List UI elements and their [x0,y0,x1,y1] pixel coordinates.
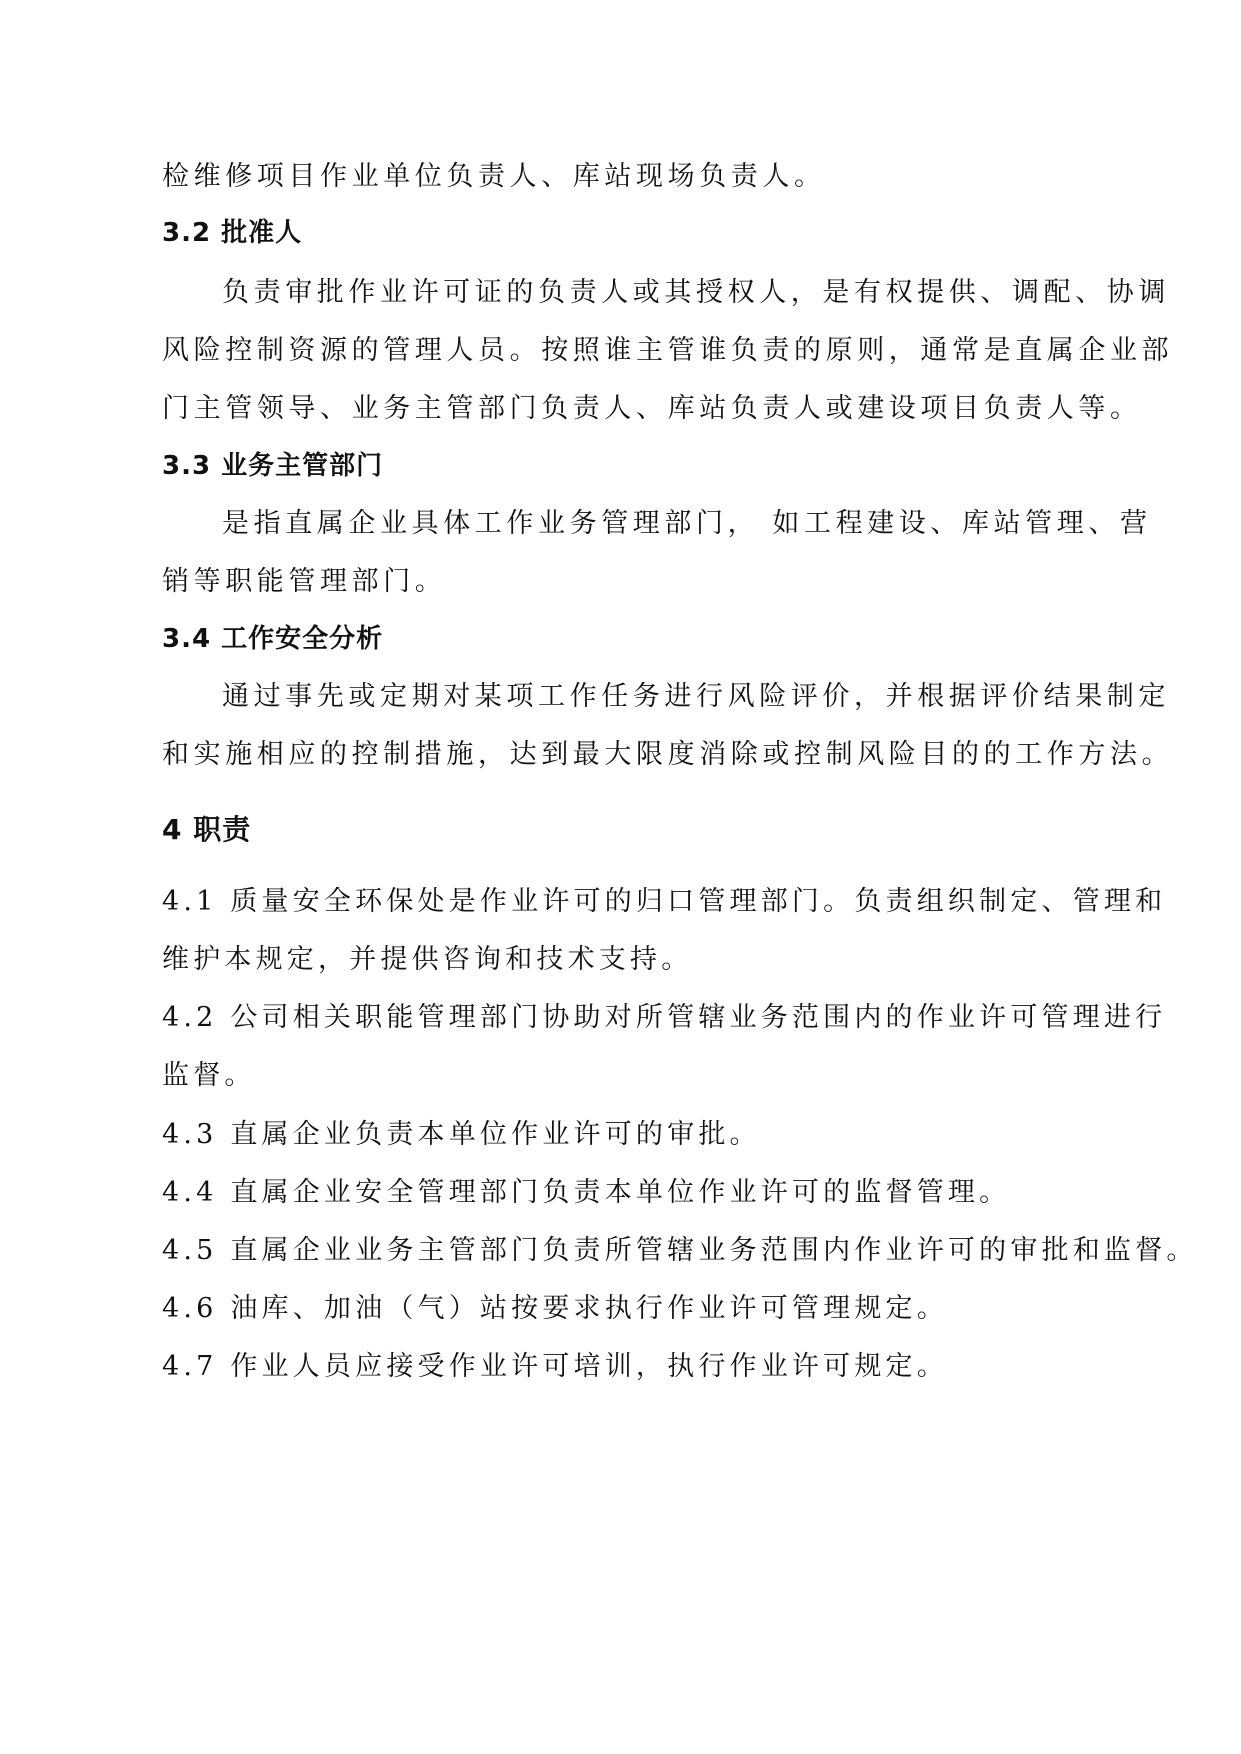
paragraph-line: 通过事先或定期对某项工作任务进行风险评价，并根据评价结果制定 [222,681,1170,712]
paragraph-line: 负责审批作业许可证的负责人或其授权人，是有权提供、调配、协调 [222,277,1170,308]
section-heading-3-3: 3.3 业务主管部门 [162,451,384,481]
list-item-continuation: 维护本规定，并提供咨询和技术支持。 [162,944,693,975]
section-heading-3-2: 3.2 批准人 [162,218,303,248]
paragraph-line: 和实施相应的控制措施，达到最大限度消除或控制风险目的的工作方法。 [162,739,1174,770]
list-item: 4.7 作业人员应接受作业许可培训，执行作业许可规定。 [162,1351,948,1382]
paragraph-line: 风险控制资源的管理人员。按照谁主管谁负责的原则，通常是直属企业部 [162,335,1174,366]
list-item-continuation: 监督。 [162,1060,256,1091]
paragraph-continuation: 检维修项目作业单位负责人、库站现场负责人。 [162,161,826,192]
paragraph-line: 是指直属企业具体工作业务管理部门， 如工程建设、库站管理、营 [222,508,1152,539]
list-item: 4.2 公司相关职能管理部门协助对所管辖业务范围内的作业许可管理进行 [162,1002,1167,1033]
paragraph-line: 门主管领导、业务主管部门负责人、库站负责人或建设项目负责人等。 [162,393,1142,424]
list-item: 4.4 直属企业安全管理部门负责本单位作业许可的监督管理。 [162,1177,1011,1208]
section-heading-4: 4 职责 [162,813,252,846]
paragraph-line: 销等职能管理部门。 [162,566,447,597]
section-heading-3-4: 3.4 工作安全分析 [162,624,384,654]
list-item: 4.5 直属企业业务主管部门负责所管辖业务范围内作业许可的审批和监督。 [162,1235,1198,1266]
list-item: 4.3 直属企业负责本单位作业许可的审批。 [162,1119,761,1150]
list-item: 4.1 质量安全环保处是作业许可的归口管理部门。负责组织制定、管理和 [162,886,1167,917]
list-item: 4.6 油库、加油（气）站按要求执行作业许可管理规定。 [162,1293,948,1324]
